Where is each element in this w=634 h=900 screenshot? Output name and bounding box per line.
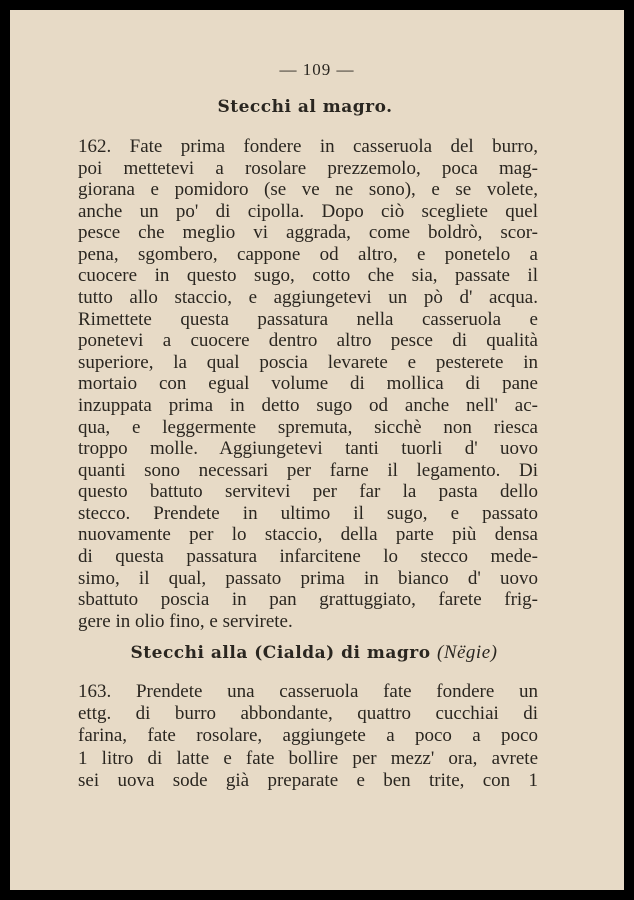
text-line: troppo molle. Aggiungetevi tanti tuorli d' uovo [78, 438, 538, 460]
text-line: 163. Prendete una casseruola fate fondere un [78, 681, 538, 702]
recipe-heading-stecchi-alla-cialda [7, 642, 621, 664]
text-line: anche un po' di cipolla. Dopo ciò scegliete quel [78, 200, 538, 222]
text-line: ettg. di burro abbondante, quattro cucchiai di [78, 703, 538, 725]
text-line: cuocere in questo sugo, cotto che sia, passate il [78, 265, 538, 287]
text-line: di questa passatura infarcitene lo stecco mede- [78, 545, 538, 567]
text-line: superiore, la qual poscia levarete e pesterete in [78, 351, 538, 373]
text-line: pena, sgombero, cappone od altro, e ponetelo a [78, 243, 538, 265]
text-line: stecco. Prendete in ultimo il sugo, e passato [78, 502, 538, 524]
text-line: quanti sono necessari per farne il legamento. Di [78, 459, 538, 481]
text-line: tutto allo staccio, e aggiungetevi un pò d' acqua. [78, 287, 538, 309]
text-line: questo battuto servitevi per far la pasta dello [78, 481, 538, 503]
text-line: mortaio con egual volume di mollica di pane [78, 373, 538, 395]
text-line: inzuppata prima in detto sugo od anche nell' ac- [78, 394, 538, 416]
text-line: poi mettetevi a rosolare prezzemolo, poca mag- [78, 157, 538, 179]
text-line: farina, fate rosolare, aggiungete a poco a poco [78, 725, 538, 747]
text-line: ponetevi a cuocere dentro altro pesce di qualità [78, 330, 538, 352]
text-line: Rimettete questa passatura nella casseruola e [78, 308, 538, 330]
text-line: pesce che meglio vi aggrada, come boldrò, scor- [78, 222, 538, 244]
text-line: nuovamente per lo staccio, della parte più densa [78, 524, 538, 546]
text-line: 162. Fate prima fondere in casseruola del burro, [78, 136, 538, 157]
recipe-163-text [78, 681, 538, 792]
recipe-heading-stecchi-al-magro: Stecchi al magro. [217, 97, 393, 117]
book-page [10, 10, 624, 890]
text-line: giorana e pomidoro (se ve ne sono), e se volete, [78, 179, 538, 201]
text-line: simo, il qual, passato prima in bianco d' uovo [78, 567, 538, 589]
recipe-162-text [78, 136, 538, 632]
text-line: sei uova sode già preparate e ben trite, con 1 [78, 769, 538, 791]
text-line: qua, e leggermente spremuta, sicchè non riesca [78, 416, 538, 438]
page-number: — 109 — [279, 60, 355, 79]
text-line: gere in olio fino, e servirete. [78, 610, 293, 632]
heading-title: Stecchi alla (Cialda) di magro [130, 643, 431, 663]
heading-suffix: (Nëgie) [437, 642, 498, 663]
text-line: sbattuto poscia in pan grattuggiato, farete frig- [78, 589, 538, 611]
text-line: 1 litro di latte e fate bollire per mezz' ora, avrete [78, 747, 538, 769]
